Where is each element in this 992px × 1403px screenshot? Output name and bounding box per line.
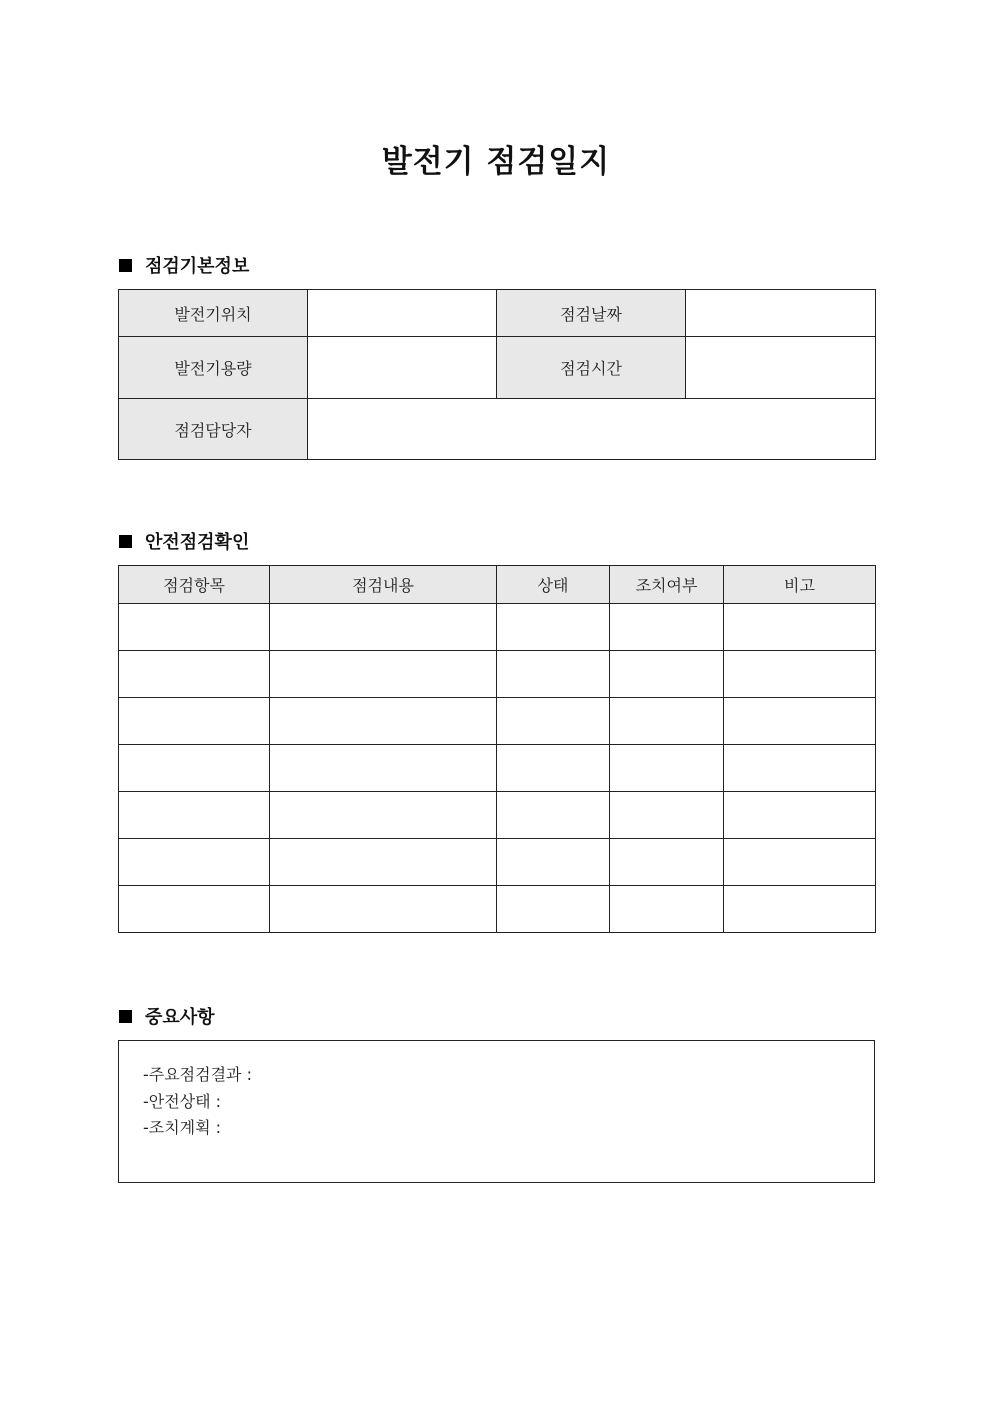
location-label: 발전기위치 xyxy=(119,290,308,337)
cell-action[interactable] xyxy=(610,745,724,792)
basic-info-heading xyxy=(119,253,249,277)
cell-content[interactable] xyxy=(270,886,497,933)
cell-item[interactable] xyxy=(119,886,270,933)
cell-item[interactable] xyxy=(119,651,270,698)
basic-info-heading-text: 점검기본정보 xyxy=(145,256,250,277)
time-field[interactable] xyxy=(686,337,876,399)
column-header-content: 점검내용 xyxy=(270,566,497,604)
cell-action[interactable] xyxy=(610,698,724,745)
cell-status[interactable] xyxy=(497,886,610,933)
cell-status[interactable] xyxy=(497,839,610,886)
cell-content[interactable] xyxy=(270,604,497,651)
cell-remarks[interactable] xyxy=(724,792,876,839)
note-line-safety: -안전상태 : xyxy=(143,1092,222,1111)
cell-content[interactable] xyxy=(270,745,497,792)
time-label: 점검시간 xyxy=(497,337,686,399)
table-row xyxy=(119,745,876,792)
date-field[interactable] xyxy=(686,290,876,337)
cell-action[interactable] xyxy=(610,792,724,839)
basic-info-table xyxy=(118,289,876,460)
column-header-item: 점검항목 xyxy=(119,566,270,604)
date-label: 점검날짜 xyxy=(497,290,686,337)
table-row xyxy=(119,698,876,745)
cell-content[interactable] xyxy=(270,698,497,745)
cell-item[interactable] xyxy=(119,839,270,886)
cell-item[interactable] xyxy=(119,792,270,839)
square-bullet-icon xyxy=(119,259,132,272)
capacity-label: 발전기용량 xyxy=(119,337,308,399)
cell-content[interactable] xyxy=(270,792,497,839)
cell-action[interactable] xyxy=(610,886,724,933)
cell-item[interactable] xyxy=(119,745,270,792)
cell-action[interactable] xyxy=(610,839,724,886)
page-title: 발전기 점검일지 xyxy=(381,144,611,180)
square-bullet-icon xyxy=(119,1010,132,1023)
cell-item[interactable] xyxy=(119,698,270,745)
cell-status[interactable] xyxy=(497,792,610,839)
table-row xyxy=(119,604,876,651)
cell-remarks[interactable] xyxy=(724,698,876,745)
cell-status[interactable] xyxy=(497,651,610,698)
note-line-plan: -조치계획 : xyxy=(143,1118,222,1137)
location-field[interactable] xyxy=(308,290,497,337)
note-line-result: -주요점검결과 : xyxy=(143,1065,252,1084)
square-bullet-icon xyxy=(119,535,132,548)
table-row xyxy=(119,886,876,933)
table-row xyxy=(119,792,876,839)
safety-check-table xyxy=(118,565,876,933)
cell-content[interactable] xyxy=(270,651,497,698)
cell-status[interactable] xyxy=(497,604,610,651)
column-header-status: 상태 xyxy=(497,566,610,604)
cell-remarks[interactable] xyxy=(724,604,876,651)
cell-status[interactable] xyxy=(497,745,610,792)
notes-heading-text: 중요사항 xyxy=(145,1007,215,1028)
safety-check-heading-text: 안전점검확인 xyxy=(145,532,250,553)
cell-content[interactable] xyxy=(270,839,497,886)
inspector-label: 점검담당자 xyxy=(119,399,308,460)
notes-heading xyxy=(119,1004,215,1028)
capacity-field[interactable] xyxy=(308,337,497,399)
column-header-action: 조치여부 xyxy=(610,566,724,604)
table-row xyxy=(119,651,876,698)
cell-action[interactable] xyxy=(610,604,724,651)
cell-remarks[interactable] xyxy=(724,651,876,698)
cell-action[interactable] xyxy=(610,651,724,698)
table-row xyxy=(119,839,876,886)
cell-remarks[interactable] xyxy=(724,839,876,886)
safety-check-heading xyxy=(119,529,249,553)
notes-box[interactable] xyxy=(118,1040,875,1183)
cell-item[interactable] xyxy=(119,604,270,651)
inspector-field[interactable] xyxy=(308,399,876,460)
cell-remarks[interactable] xyxy=(724,886,876,933)
cell-status[interactable] xyxy=(497,698,610,745)
column-header-remarks: 비고 xyxy=(724,566,876,604)
cell-remarks[interactable] xyxy=(724,745,876,792)
